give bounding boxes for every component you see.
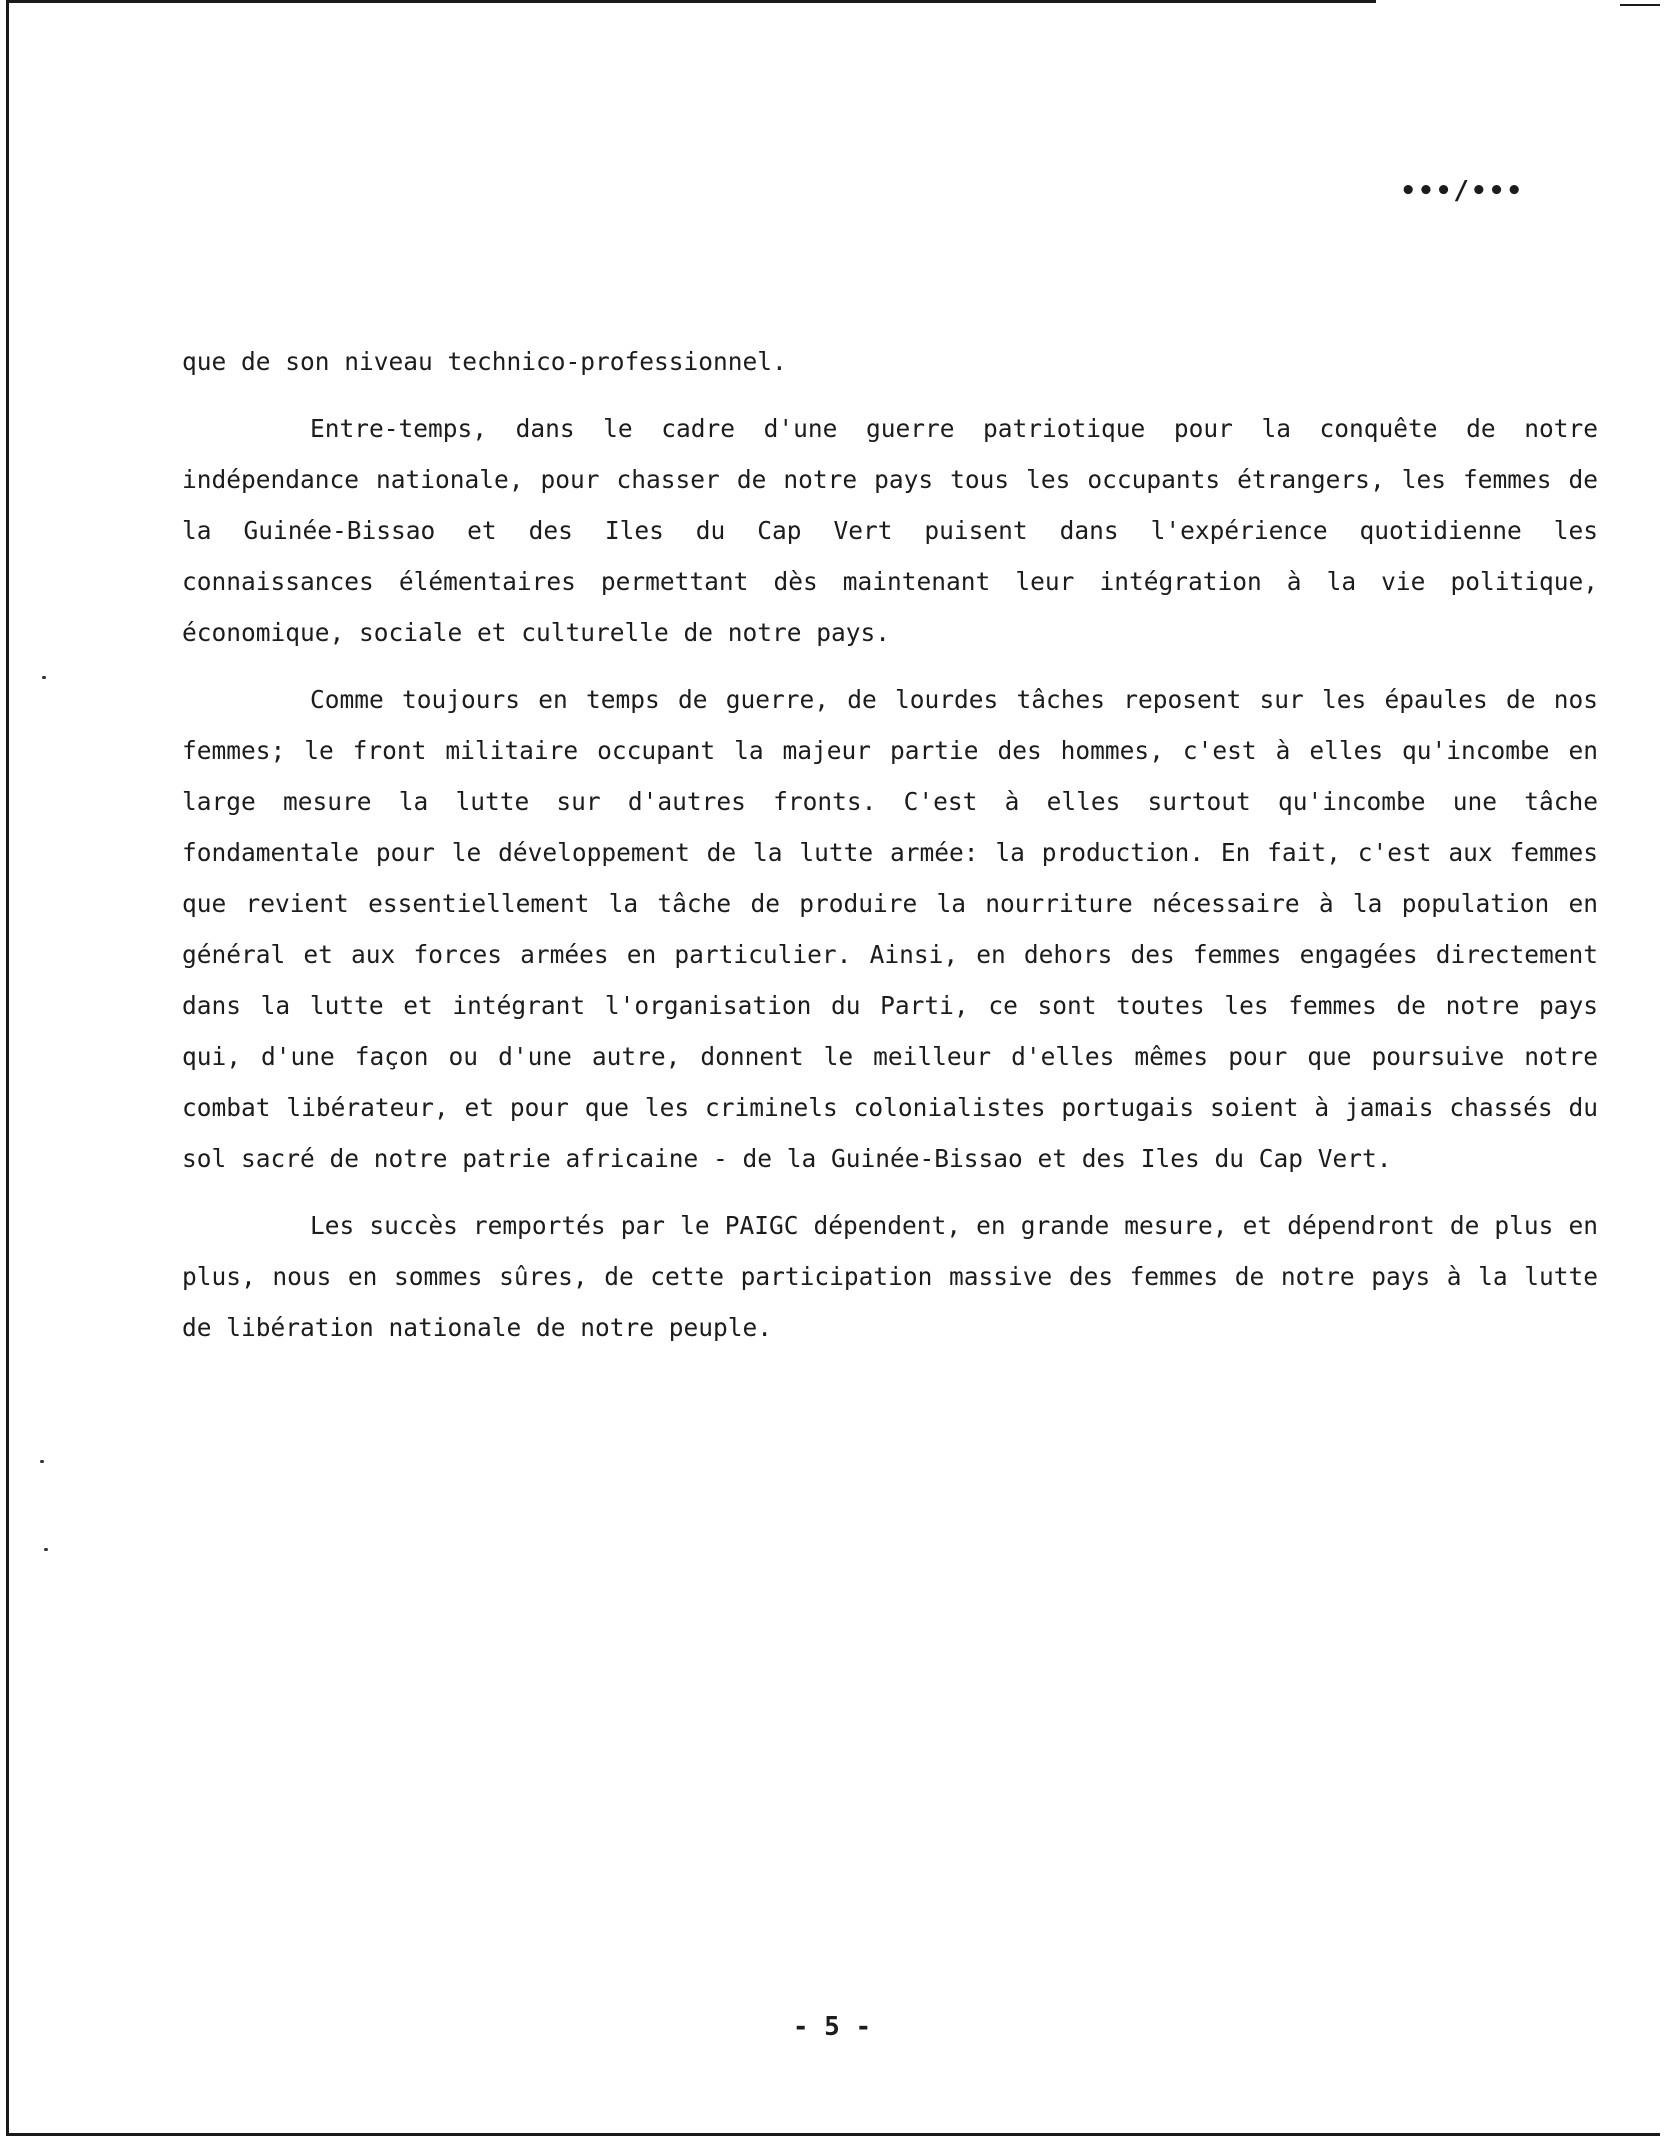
page-border-tick (1620, 4, 1660, 6)
page-border-left (6, 0, 9, 2136)
page-number: - 5 - (792, 2012, 872, 2042)
page-border-bottom (6, 2133, 1660, 2136)
paragraph-les-succes: Les succès remportés par le PAIGC dépendent, en grande mesure, et dépendront de plus en plus, nous en sommes sûres, de cette participation massive des femmes de notre pays à la lutte de libération nationale de notre peuple. (182, 1211, 1598, 1342)
scan-speck (42, 676, 46, 679)
paragraph-entre-temps: Entre-temps, dans le cadre d'une guerre patriotique pour la conquête de notre indépendance nationale, pour chasser de notre pays tous les occupants étrangers, les femmes de la Guinée-Bissao et des Iles du Cap Vert puisent dans l'expérience quotidienne les connaissances élémentaires permettant dès maintenant leur intégration à la vie politique, économique, sociale et culturelle de notre pays. (182, 414, 1598, 647)
paragraph-continuation: que de son niveau technico-professionnel. (182, 347, 787, 376)
scan-speck (40, 1460, 44, 1463)
scan-speck (44, 1548, 48, 1551)
document-body (182, 336, 1598, 1369)
page-border-top (6, 0, 1376, 3)
paragraph-comme-toujours: Comme toujours en temps de guerre, de lourdes tâches reposent sur les épaules de nos femmes; le front militaire occupant la majeur partie des hommes, c'est à elles qu'incombe en large mesure la lutte sur d'autres fronts. C'est à elles surtout qu'incombe une tâche fondamentale pour le développement de la lutte armée: la production. En fait, c'est aux femmes que revient essentiellement la tâche de produire la nourriture nécessaire à la population en général et aux forces armées en particulier. Ainsi, en dehors des femmes engagées directement dans la lutte et intégrant l'organisation du Parti, ce sont toutes les femmes de notre pays qui, d'une façon ou d'une autre, donnent le meilleur d'elles mêmes pour que poursuive notre combat libérateur, et pour que les criminels colonialistes portugais soient à jamais chassés du sol sacré de notre patrie africaine - de la Guinée-Bissao et des Iles du Cap Vert. (182, 685, 1598, 1173)
continuation-mark: •••/••• (1400, 176, 1524, 206)
